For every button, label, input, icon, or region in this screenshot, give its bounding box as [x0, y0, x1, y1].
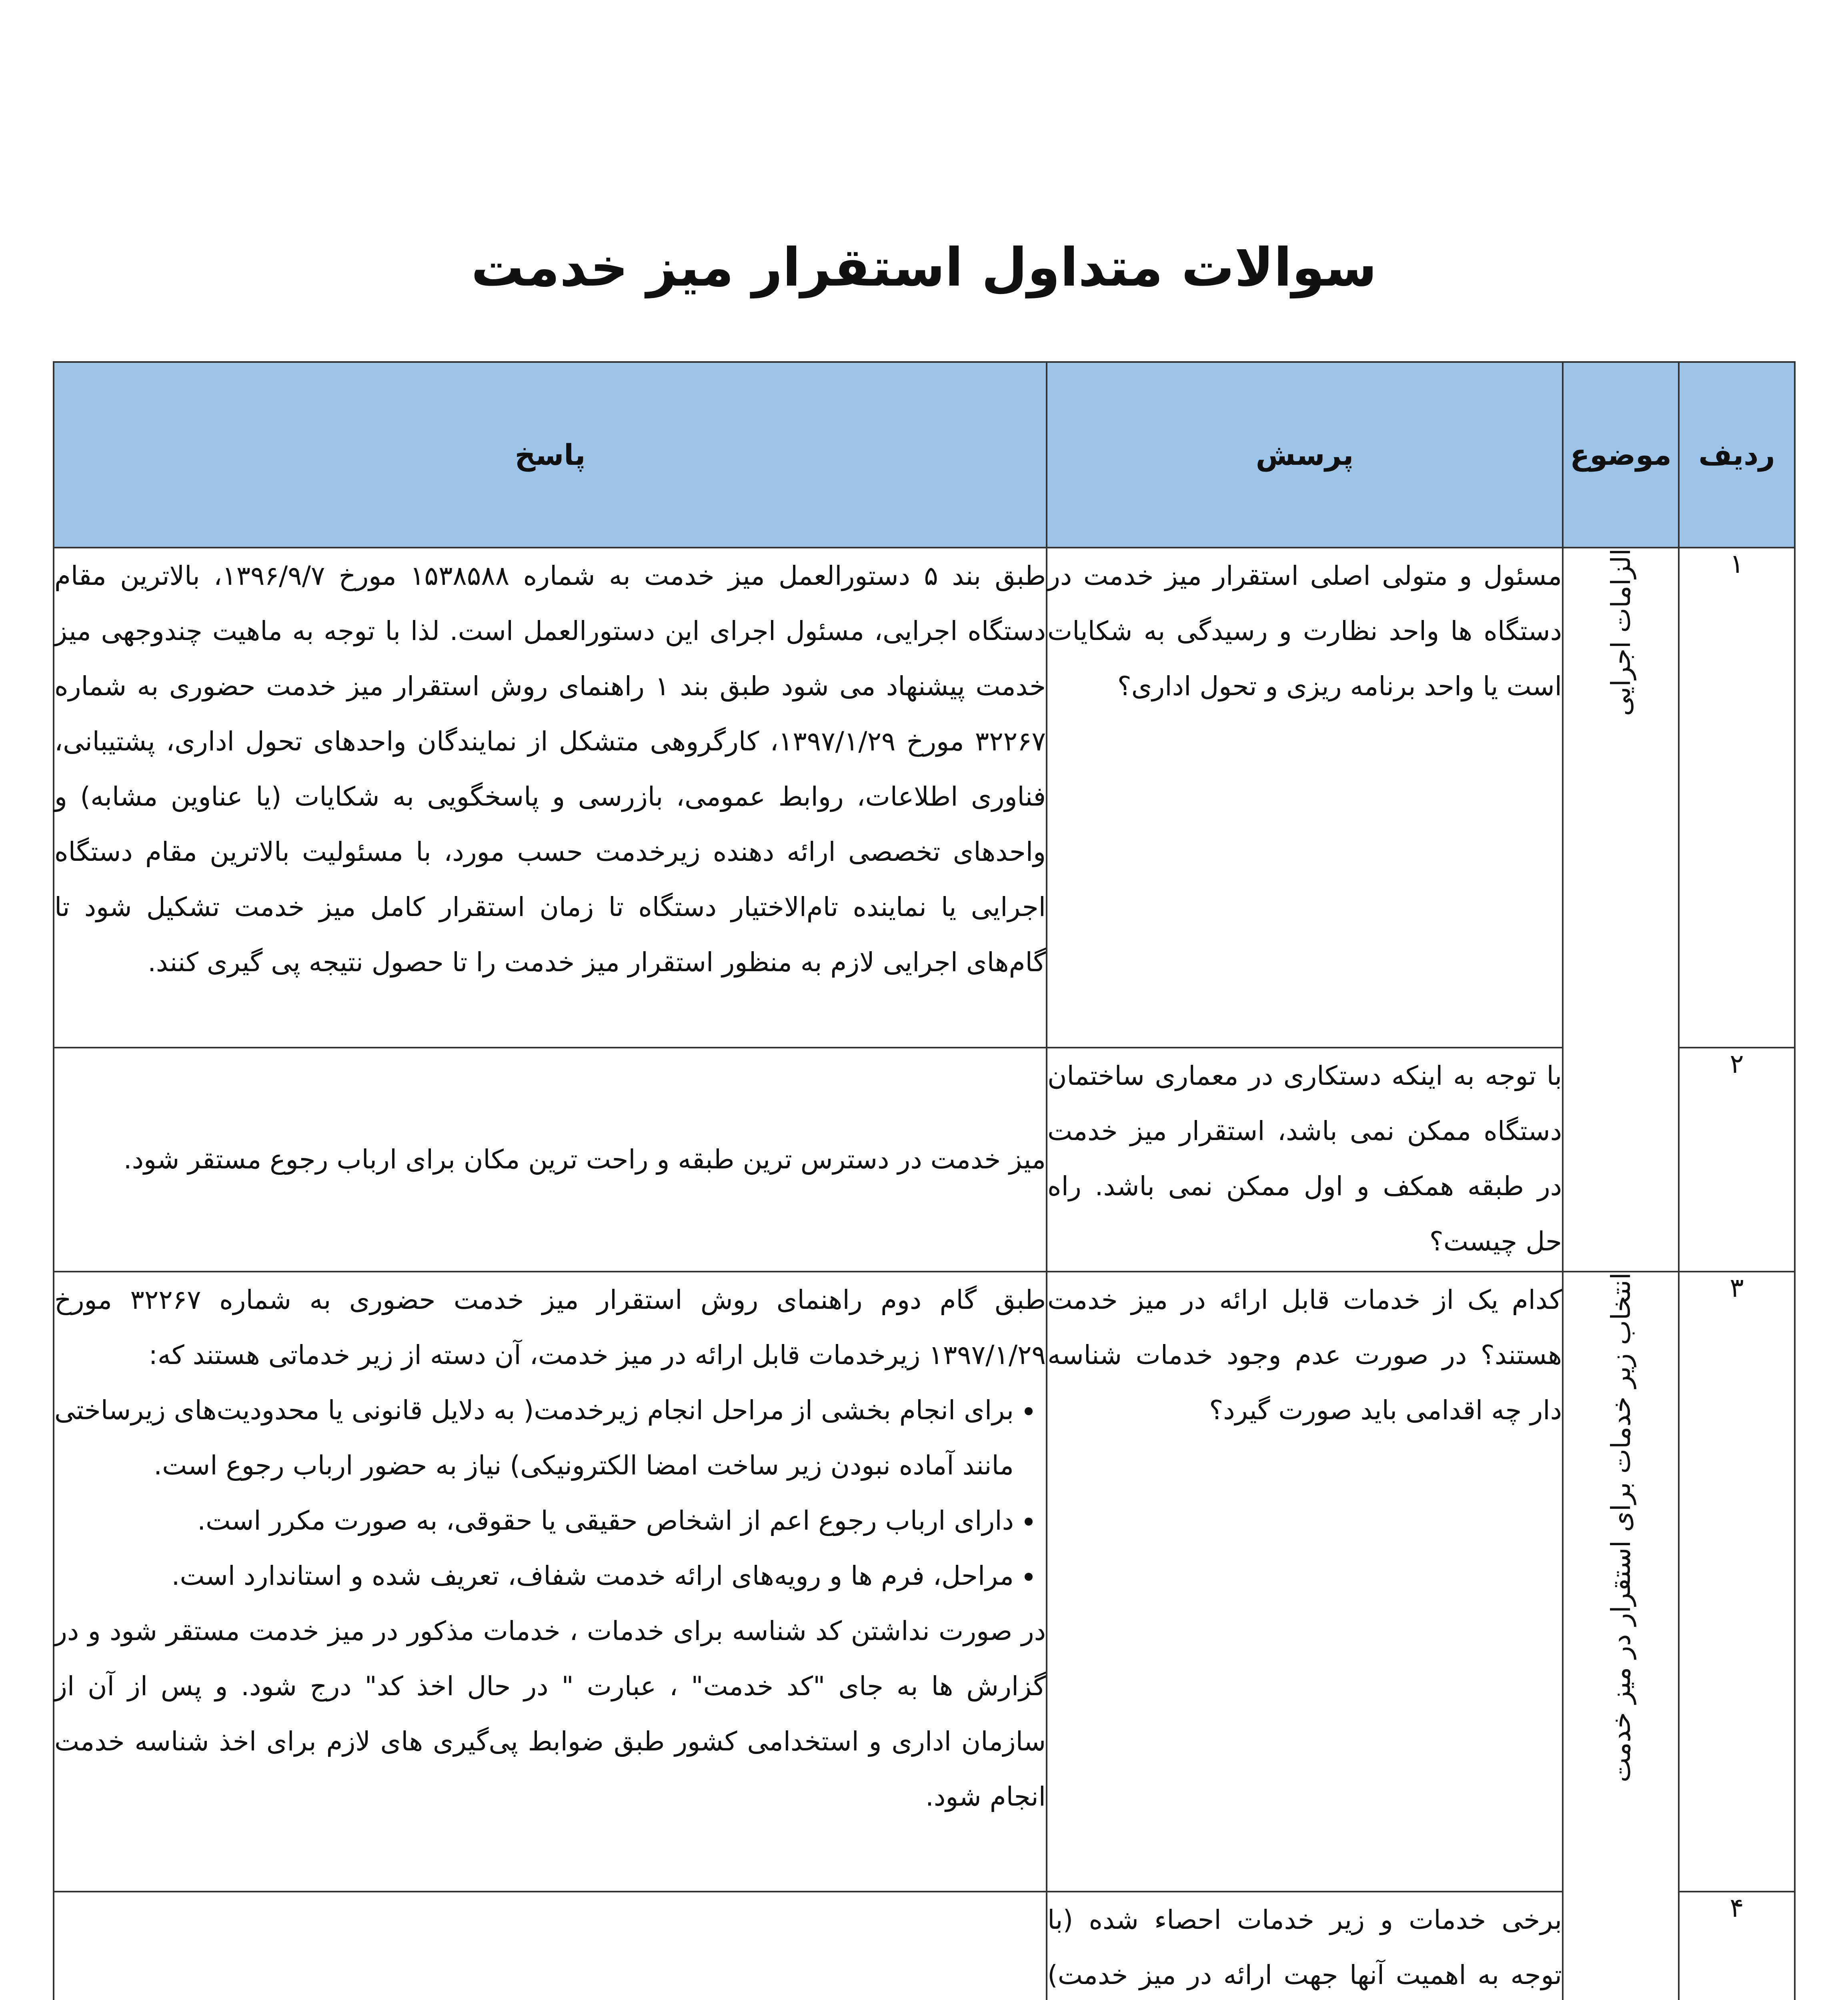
question-cell: مسئول و متولی اصلی استقرار میز خدمت در دستگاه ها واحد نظارت و رسیدگی به شکایات است یا واحد برنامه ریزی و تحول اداری؟: [1047, 548, 1563, 1048]
answer-cell: طبق بند ۵ دستورالعمل میز خدمت به شماره ۱۵۳۸۵۸۸ مورخ ۱۳۹۶/۹/۷، بالاترین مقام دستگاه اجرایی، مسئول اجرای این دستورالعمل است. لذا با توجه به ماهیت چندوجهی میز خدمت پیشنهاد می شود طبق بند ۱ راهنمای روش استقرار میز خدمت حضوری به شماره ۳۲۲۶۷ مورخ ۱۳۹۷/۱/۲۹، کارگروهی متشکل از نمایندگان واحدهای تحول اداری، پشتیبانی، فناوری اطلاعات، روابط عمومی، بازرسی و پاسخگویی به شکایات (یا عناوین مشابه) و واحدهای تخصصی ارائه دهنده زیرخدمت حسب مورد، با مسئولیت بالاترین مقام دستگاه اجرایی یا نماینده تام‌الاختیار دستگاه تا زمان استقرار کامل میز خدمت تشکیل شود تا گام‌های اجرایی لازم به منظور استقرار میز خدمت را تا حصول نتیجه پی گیری کنند.: [54, 548, 1047, 1048]
table-header-row: [54, 362, 1795, 548]
answer-cell: [54, 1892, 1047, 2000]
answer-bullets: [54, 1383, 1046, 1604]
table-row: [54, 1048, 1795, 1272]
header-radif: ردیف: [1679, 362, 1795, 548]
row-number: ۱: [1679, 548, 1795, 1048]
header-pasokh: پاسخ: [54, 362, 1047, 548]
answer-intro: طبق گام دوم راهنمای روش استقرار میز خدمت حضوری به شماره ۳۲۲۶۷ مورخ ۱۳۹۷/۱/۲۹ زیرخدمات قابل ارائه در میز خدمت، آن دسته از زیر خدماتی هستند که:: [54, 1284, 1046, 1370]
row-number: ۲: [1679, 1048, 1795, 1272]
answer-cell: [54, 1272, 1047, 1892]
question-cell: با توجه به اینکه دستکاری در معماری ساختمان دستگاه ممکن نمی باشد، استقرار میز خدمت در طبقه همکف و اول ممکن نمی باشد. راه حل چیست؟: [1047, 1048, 1563, 1272]
list-item: • مراحل، فرم ها و رویه‌های ارائه خدمت شفاف، تعریف شده و استاندارد است.: [54, 1548, 1014, 1604]
topic-cell: [1563, 1272, 1679, 2000]
table-row: [54, 1272, 1795, 1892]
topic-label: الزامات اجرایی: [1605, 548, 1636, 716]
row-number: ۳: [1679, 1272, 1795, 1892]
answer-outro: در صورت نداشتن کد شناسه برای خدمات ، خدمات مذکور در میز خدمت مستقر شود و در گزارش ها به جای "کد خدمت" ، عبارت " در حال اخذ کد" درج شود. و پس از آن از سازمان اداری و استخدامی کشور طبق ضوابط پی‌گیری های لازم برای اخذ شناسه خدمت انجام شود.: [54, 1616, 1046, 1812]
answer-cell: میز خدمت در دسترس ترین طبقه و راحت ترین مکان برای ارباب رجوع مستقر شود.: [54, 1048, 1047, 1272]
header-mozou: موضوع: [1563, 362, 1679, 548]
faq-table: [53, 361, 1796, 2000]
header-porsesh: پرسش: [1047, 362, 1563, 548]
list-item: • برای انجام بخشی از مراحل انجام زیرخدمت( به دلایل قانونی یا محدودیت‌های زیرساختی مانند آماده نبودن زیر ساخت امضا الکترونیکی) نیاز به حضور ارباب رجوع است.: [54, 1383, 1014, 1493]
question-cell: برخی خدمات و زیر خدمات احصاء شده (با توجه به اهمیت آنها جهت ارائه در میز خدمت): [1047, 1892, 1563, 2000]
topic-label: انتخاب زیر خدمات برای استقرار در میز خدمت: [1605, 1272, 1636, 1782]
table-row: [54, 548, 1795, 1048]
table-row: [54, 1892, 1795, 2000]
row-number: ۴: [1679, 1892, 1795, 2000]
topic-cell: [1563, 548, 1679, 1272]
list-item: • دارای ارباب رجوع اعم از اشخاص حقیقی یا حقوقی، به صورت مکرر است.: [54, 1493, 1014, 1548]
page-title: سوالات متداول استقرار میز خدمت: [471, 237, 1377, 298]
question-cell: کدام یک از خدمات قابل ارائه در میز خدمت هستند؟ در صورت عدم وجود خدمات شناسه دار چه اقدامی باید صورت گیرد؟: [1047, 1272, 1563, 1892]
